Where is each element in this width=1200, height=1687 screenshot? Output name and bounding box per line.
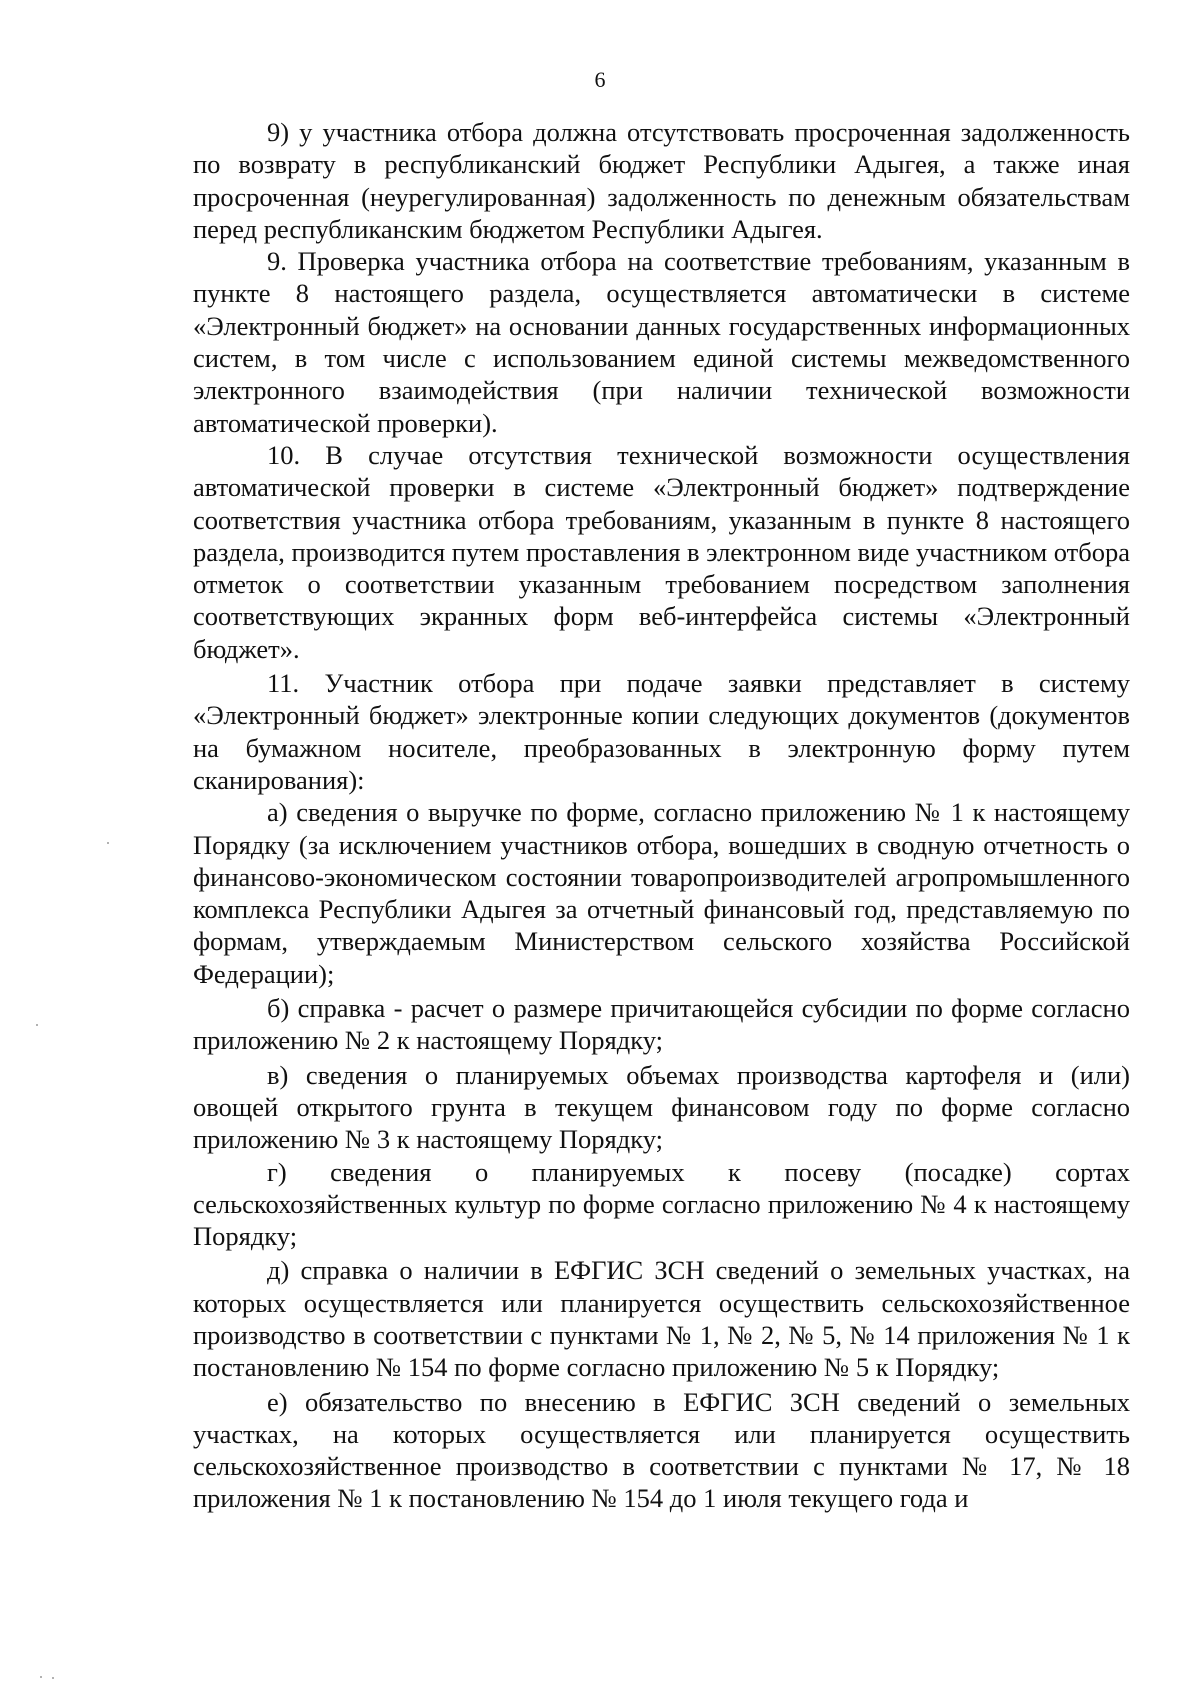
paragraph-item-9: 9) у участника отбора должна отсутствовать просроченная задолженность по возврату в республиканский бюджет Республики Адыгея, а также иная просроченная (неурегулированная) задолженность по денежным обязательствам перед республиканским бюджетом Республики Адыгея. (193, 117, 1130, 244)
scan-speck (52, 1677, 54, 1679)
list-item-v: в) сведения о планируемых объемах производства картофеля и (или) овощей открытого грунта в текущем финансовом году по форме согласно приложению № 3 к настоящему Порядку; (193, 1059, 1130, 1155)
list-item-a: а) сведения о выручке по форме, согласно приложению № 1 к настоящему Порядку (за исключением участников отбора, вошедших в сводную отчетность о финансово-экономическом состоянии товаропроизводителей агропромышленного комплекса Республики Адыгея за отчетный финансовый год, представляемую по формам, утверждаемым Министерством сельского хозяйства Российской Федерации); (193, 797, 1130, 989)
paragraph-11-documents: 11. Участник отбора при подаче заявки представляет в систему «Электронный бюджет» электронные копии следующих документов (документов на бумажном носителе, преобразованных в электронную форму путем сканирования): (193, 668, 1130, 795)
list-item-b: б) справка - расчет о размере причитающейся субсидии по форме согласно приложению № 2 к настоящему Порядку; (193, 993, 1130, 1056)
list-item-e: е) обязательство по внесению в ЕФГИС ЗСН сведений о земельных участках, на которых осуществляется или планируется осуществить сельскохозяйственное производство в соответствии с пунктами № 17, № 18 приложения № 1 к постановлению № 154 до 1 июля текущего года и (193, 1386, 1130, 1514)
list-item-d: д) справка о наличии в ЕФГИС ЗСН сведений о земельных участках, на которых осуществляется или планируется осуществить сельскохозяйственное производство в соответствии с пунктами № 1, № 2, № 5, № 14 приложения № 1 к постановлению № 154 по форме согласно приложению № 5 к Порядку; (193, 1255, 1130, 1383)
scan-speck (36, 1024, 38, 1026)
scan-speck (40, 1676, 42, 1678)
paragraph-9-verification: 9. Проверка участника отбора на соответствие требованиям, указанным в пункте 8 настоящего раздела, осуществляется автоматически в системе «Электронный бюджет» на основании данных государственных информационных систем, в том числе с использованием единой системы межведомственного электронного взаимодействия (при наличии технической возможности автоматической проверки). (193, 246, 1130, 438)
page-number: 6 (594, 67, 606, 92)
paragraph-10-manual-confirmation: 10. В случае отсутствия технической возможности осуществления автоматической проверки в системе «Электронный бюджет» подтверждение соответствия участника отбора требованиям, указанным в пункте 8 настоящего раздела, производится путем проставления в электронном виде участником отбора отметок о соответствии указанным требованием посредством заполнения соответствующих экранных форм веб-интерфейса системы «Электронный бюджет». (193, 439, 1130, 664)
document-body (193, 116, 1130, 1515)
list-item-g: г) сведения о планируемых к посеву (посадке) сортах сельскохозяйственных культур по форме согласно приложению № 4 к настоящему Порядку; (193, 1156, 1130, 1252)
scan-speck (107, 842, 109, 844)
